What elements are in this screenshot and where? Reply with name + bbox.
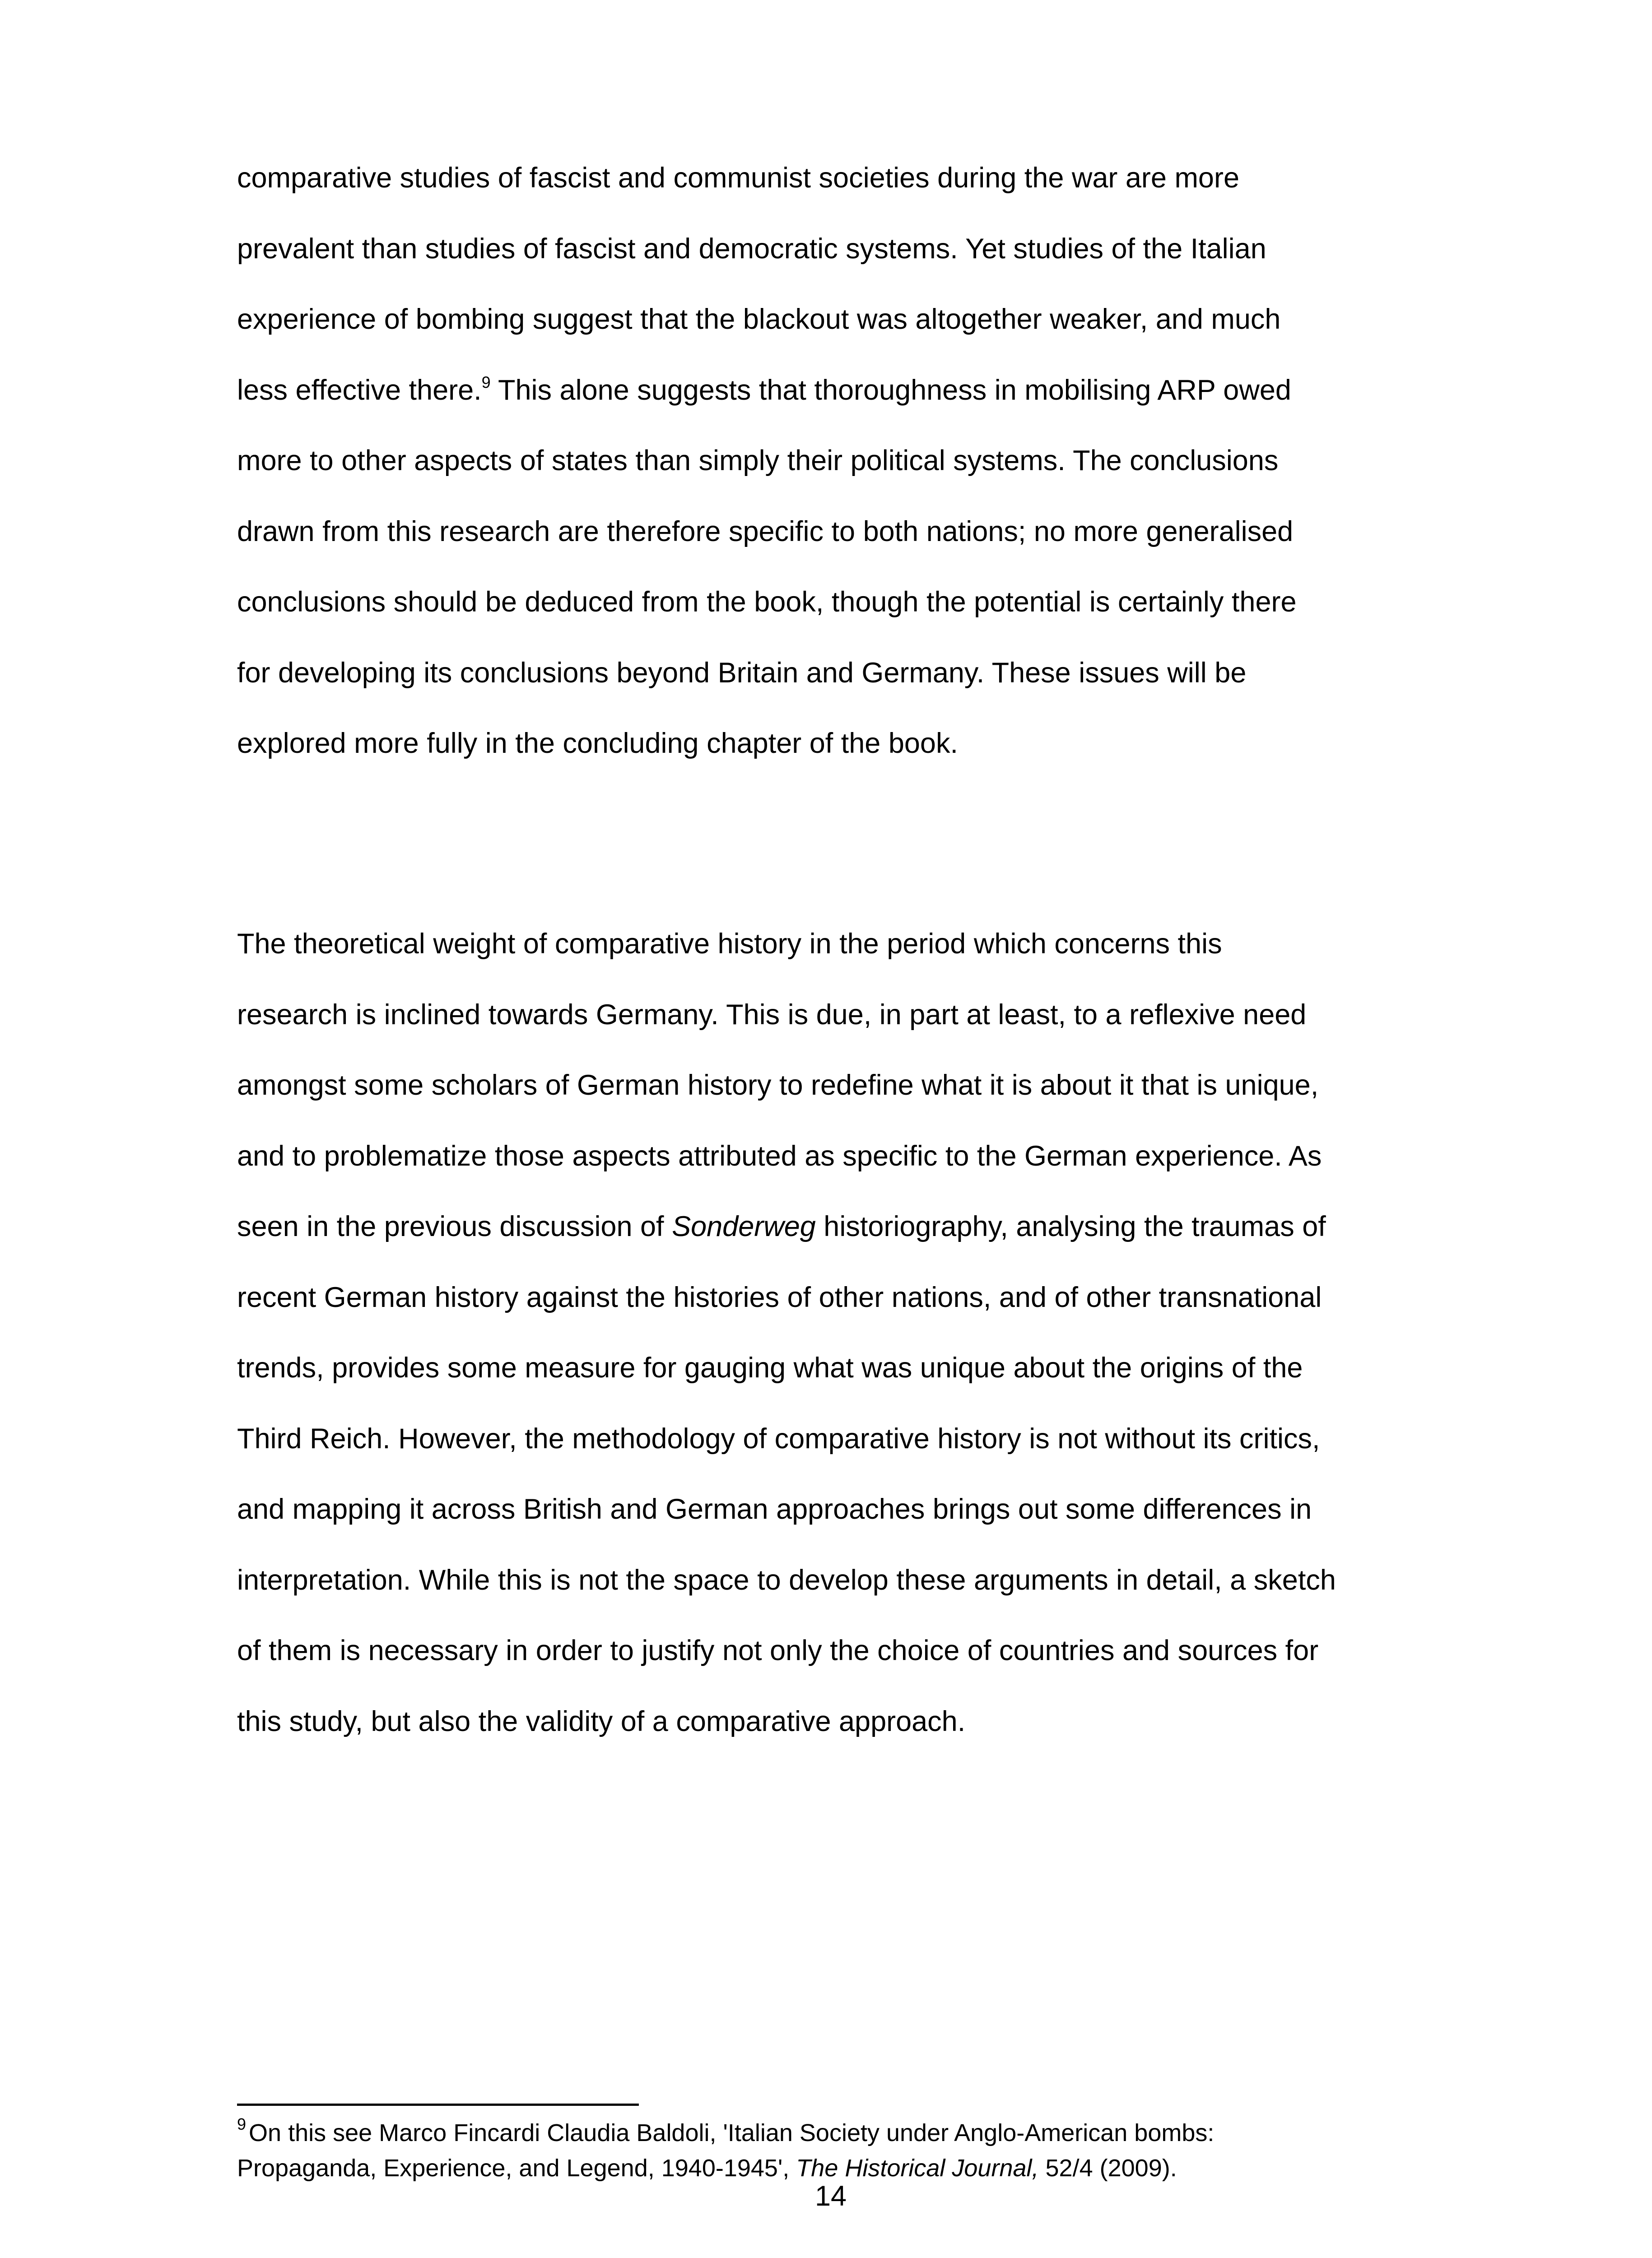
text-segment: This alone suggests that thoroughness in mobilising ARP owed (490, 374, 1291, 406)
text-line: and mapping it across British and German approaches brings out some differences in (237, 1493, 1312, 1525)
text-line: for developing its conclusions beyond Britain and Germany. These issues will be (237, 657, 1247, 689)
journal-title: The Historical Journal, (796, 2155, 1039, 2182)
footnote (237, 2115, 1456, 2186)
text-line (237, 355, 1429, 426)
text-line: research is inclined towards Germany. This is due, in part at least, to a reflexive need (237, 998, 1307, 1031)
footnote-reference[interactable]: 9 (481, 373, 491, 392)
text-line (237, 1191, 1429, 1262)
text-line: and to problematize those aspects attributed as specific to the German experience. As (237, 1140, 1322, 1172)
text-segment: On this see Marco Fincardi Claudia Baldoli, 'Italian Society under Anglo-American bombs: (249, 2119, 1215, 2146)
text-segment: seen in the previous discussion of (237, 1211, 672, 1242)
text-line: of them is necessary in order to justify not only the choice of countries and sources for (237, 1635, 1319, 1666)
italic-term: Sonderweg (672, 1211, 816, 1242)
body-paragraph-1 (237, 143, 1429, 779)
text-line: trends, provides some measure for gauging what was unique about the origins of the (237, 1352, 1303, 1384)
text-segment: 52/4 (2009). (1038, 2155, 1177, 2182)
page-number: 14 (814, 2180, 847, 2212)
body-paragraph-2 (237, 909, 1429, 1757)
text-segment: Propaganda, Experience, and Legend, 1940-1945', (237, 2155, 796, 2182)
text-line: interpretation. While this is not the space to develop these arguments in detail, a sketch (237, 1564, 1336, 1596)
text-segment: less effective there. (237, 374, 482, 406)
text-line: The theoretical weight of comparative history in the period which concerns this (237, 928, 1222, 960)
footnote-number: 9 (237, 2115, 247, 2133)
text-line: comparative studies of fascist and communist societies during the war are more (237, 162, 1239, 194)
footnote-separator (237, 2104, 639, 2106)
text-line: this study, but also the validity of a comparative approach. (237, 1705, 966, 1737)
text-line: amongst some scholars of German history to redefine what it is about it that is unique, (237, 1069, 1319, 1101)
text-line: more to other aspects of states than simply their political systems. The conclusions (237, 445, 1279, 476)
text-line: recent German history against the histories of other nations, and of other transnational (237, 1281, 1322, 1313)
text-line: drawn from this research are therefore specific to both nations; no more generalised (237, 515, 1294, 547)
text-line: conclusions should be deduced from the book, though the potential is certainly there (237, 586, 1297, 618)
text-line: Third Reich. However, the methodology of comparative history is not without its critics, (237, 1423, 1320, 1455)
text-line: experience of bombing suggest that the blackout was altogether weaker, and much (237, 303, 1281, 335)
text-line: explored more fully in the concluding chapter of the book. (237, 728, 958, 759)
footnote-line (237, 2115, 1456, 2151)
text-segment: historiography, analysing the traumas of (815, 1211, 1326, 1242)
text-line: prevalent than studies of fascist and democratic systems. Yet studies of the Italian (237, 233, 1266, 265)
